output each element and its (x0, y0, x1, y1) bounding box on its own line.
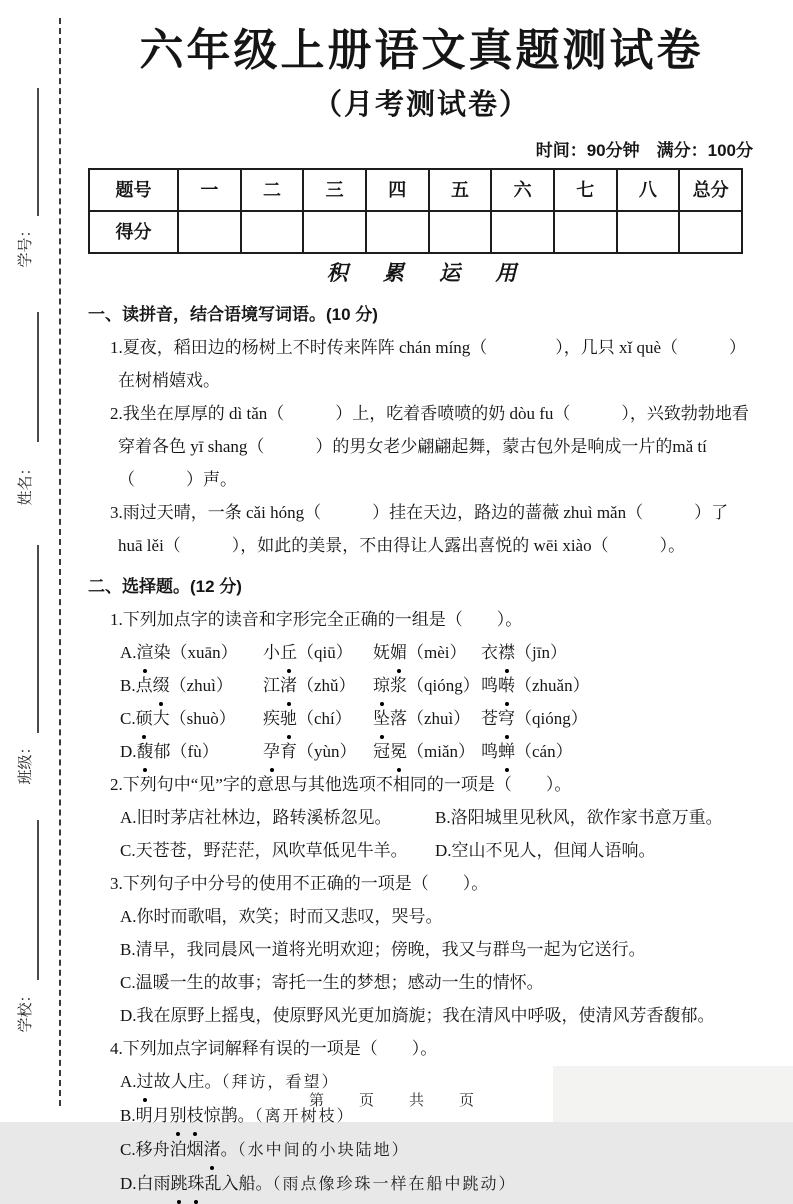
page-title: 六年级上册语文真题测试卷 (139, 26, 704, 75)
question-1-section (88, 298, 755, 562)
score-row-label: 得分 (89, 211, 178, 253)
score-header-cell: 一 (178, 169, 241, 211)
question-2-1-option-row (88, 702, 755, 735)
score-cell (554, 211, 617, 253)
option-line: B.洛阳城里见秋风，欲作家书意万重。 (435, 808, 723, 827)
option-word: D.馥郁（fù） (120, 735, 263, 768)
school-blank-line (37, 820, 39, 980)
question-2-title: 二、选择题。(12 分) (88, 577, 242, 596)
option-word: 小丘（qiū） (263, 636, 373, 669)
score-cell (429, 211, 492, 253)
option-word: A.渲染（xuān） (120, 636, 263, 669)
option-line: D.我在原野上摇曳，使原野风光更加旖旎；我在清风中呼吸，使清风芳香馥郁。 (120, 1006, 715, 1025)
question-1-title: 一、读拼音，结合语境写词语。(10 分) (88, 305, 378, 324)
question-1-item: 1.夏夜，稻田边的杨树上不时传来阵阵 chán míng（ ），几只 xǐ què（ ）在树梢嬉戏。 (110, 338, 747, 390)
option-note: （拜访，看望） (221, 1074, 340, 1091)
option-main: A.过故人庄。 (120, 1072, 222, 1091)
option-word: 江渚（zhǔ） (263, 669, 373, 702)
option-word: 苍穹（qióng） (481, 702, 755, 735)
page-footer: 第 页 共 页 (308, 1092, 484, 1109)
option-main: B.明月别枝惊鹊。 (120, 1106, 255, 1125)
content-column (88, 22, 755, 1201)
question-2-2-option-row (88, 834, 755, 867)
option-word: B.点缀（zhuì） (120, 669, 263, 702)
question-2-2-option-row (88, 801, 755, 834)
student-id-label: 学号： (17, 222, 34, 268)
score-table (88, 168, 743, 254)
score-header-cell: 三 (303, 169, 366, 211)
score-cell (178, 211, 241, 253)
option-main: D.白雨跳珠乱入船。 (120, 1174, 273, 1193)
option-line: B.清早，我同晨风一道将光明欢迎；傍晚，我又与群鸟一起为它送行。 (120, 940, 646, 959)
option-word: 琼浆（qióng） (373, 669, 481, 702)
option-word: 孕育（yùn） (263, 735, 373, 768)
option-line: D.空山不见人，但闻人语响。 (435, 841, 656, 860)
option-note: （雨点像珍珠一样在船中跳动） (272, 1176, 517, 1193)
option-word: 疾驰（chí） (263, 702, 373, 735)
class-blank-line (37, 545, 39, 733)
question-2-1-option-row (88, 735, 755, 768)
score-header-cell: 四 (366, 169, 429, 211)
student-id-blank-line (37, 88, 39, 216)
score-cell (679, 211, 742, 253)
option-note: （离开树枝） (254, 1108, 355, 1125)
score-table-score-row (89, 211, 742, 253)
option-word: 衣襟（jīn） (481, 636, 755, 669)
question-2-2-stem: 2.下列句中“见”字的意思与其他选项不相同的一项是（ ）。 (110, 775, 572, 794)
option-note: （水中间的小块陆地） (237, 1142, 410, 1159)
option-word: 妩媚（mèi） (373, 636, 481, 669)
option-line: A.你时而歌唱，欢笑；时而又悲叹，哭号。 (120, 907, 443, 926)
score-cell (491, 211, 554, 253)
option-line (88, 1133, 755, 1167)
score-header-cell: 二 (241, 169, 304, 211)
option-word: C.硕大（shuò） (120, 702, 263, 735)
score-header-cell: 七 (554, 169, 617, 211)
option-word: 坠落（zhuì） (373, 702, 481, 735)
option-line (88, 1167, 755, 1201)
option-word: 冠冕（miǎn） (373, 735, 481, 768)
score-header-cell: 总分 (679, 169, 742, 211)
question-2-1-option-row (88, 636, 755, 669)
question-2-3-stem: 3.下列句子中分号的使用不正确的一项是（ ）。 (110, 874, 489, 893)
option-line: C.天苍苍，野茫茫，风吹草低见牛羊。 (120, 841, 408, 860)
option-word: 鸣蝉（cán） (481, 735, 755, 768)
option-line: C.温暖一生的故事；寄托一生的梦想；感动一生的情怀。 (120, 973, 544, 992)
score-header-cell: 六 (491, 169, 554, 211)
section-banner: 积 累 运 用 (326, 261, 532, 285)
score-header-cell: 五 (429, 169, 492, 211)
option-main: C.移舟泊烟渚。 (120, 1140, 238, 1159)
school-label: 学校： (17, 987, 34, 1033)
question-2-1-option-row (88, 669, 755, 702)
score-cell (303, 211, 366, 253)
class-label: 班级： (17, 739, 34, 785)
exam-meta: 时间：90分钟 满分：100分 (535, 141, 753, 160)
name-blank-line (37, 312, 39, 442)
score-cell (617, 211, 680, 253)
question-2-1-stem: 1.下列加点字的读音和字形完全正确的一组是（ ）。 (110, 610, 523, 629)
score-table-header-row (89, 169, 742, 211)
score-cell (366, 211, 429, 253)
binding-dashed-line (59, 18, 61, 1106)
question-1-item: 2.我坐在厚厚的 dì tǎn（ ）上，吃着香喷喷的奶 dòu fu（ ），兴致勃勃地看穿着各色 yī shang（ ）的男女老少翩翩起舞，蒙古包外是响成一片的mǎ tí（ ）声。 (110, 404, 749, 489)
score-header-cell: 八 (617, 169, 680, 211)
question-1-item: 3.雨过天晴，一条 cǎi hóng（ ）挂在天边，路边的蔷薇 zhuì mǎn（ ）了 huā lěi（ ），如此的美景，不由得让人露出喜悦的 wēi xiào（ ）。 (110, 503, 729, 555)
page-subtitle: （月考测试卷） (312, 89, 530, 121)
score-header-cell: 题号 (89, 169, 178, 211)
option-line: A.旧时茅店社林边，路转溪桥忽见。 (120, 808, 392, 827)
question-2-4-stem: 4.下列加点字词解释有误的一项是（ ）。 (110, 1039, 438, 1058)
name-label: 姓名： (17, 460, 34, 506)
option-word: 鸣啭（zhuǎn） (481, 669, 755, 702)
score-cell (241, 211, 304, 253)
